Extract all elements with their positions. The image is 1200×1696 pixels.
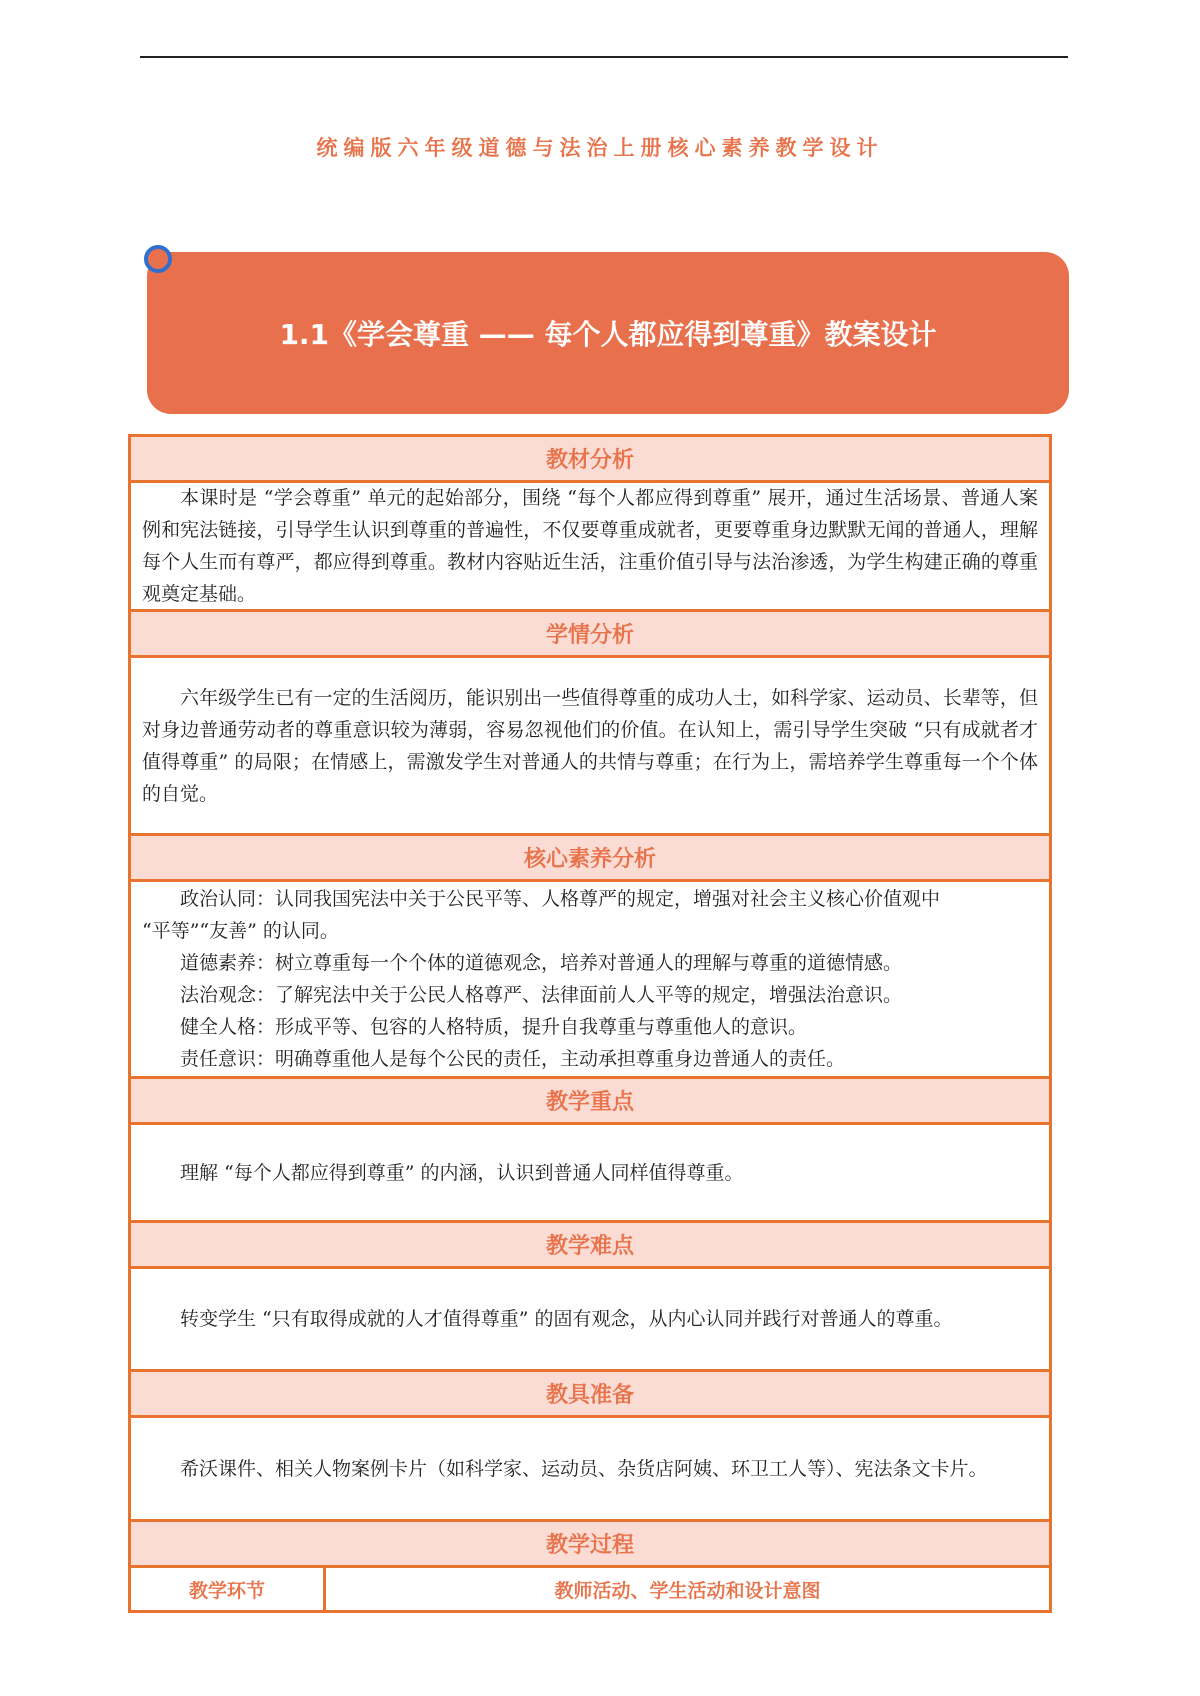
column-header-activity: 教师活动、学生活动和设计意图 xyxy=(554,1579,821,1602)
section-body-materials xyxy=(131,1418,1049,1522)
lesson-title-banner xyxy=(147,252,1069,414)
process-table-header xyxy=(131,1568,1049,1610)
paragraph: “平等”“友善” 的认同。 xyxy=(142,920,339,942)
lesson-title: 1.1《学会尊重 —— 每个人都应得到尊重》教案设计 xyxy=(279,318,937,351)
paragraph: 责任意识：明确尊重他人是每个公民的责任，主动承担尊重身边普通人的责任。 xyxy=(180,1048,846,1070)
paragraph: 理解 “每个人都应得到尊重” 的内涵，认识到普通人同样值得尊重。 xyxy=(180,1161,744,1184)
paragraph: 道德素养：树立尊重每一个个体的道德观念，培养对普通人的理解与尊重的道德情感。 xyxy=(180,952,903,974)
circle-bullet-icon xyxy=(144,245,172,273)
section-body-key-point xyxy=(131,1125,1049,1223)
section-heading-difficulty: 教学难点 xyxy=(131,1223,1049,1269)
column-header-stage: 教学环节 xyxy=(131,1568,326,1610)
section-body-literacy xyxy=(131,882,1049,1079)
document-header: 统编版六年级道德与法治上册核心素养教学设计 xyxy=(316,136,884,160)
paragraph: 希沃课件、相关人物案例卡片（如科学家、运动员、杂货店阿姨、环卫工人等）、宪法条文卡片。 xyxy=(180,1457,988,1480)
section-heading-materials: 教具准备 xyxy=(131,1372,1049,1418)
header-rule xyxy=(140,56,1068,58)
section-body-students xyxy=(131,658,1049,836)
paragraph: 政治认同：认同我国宪法中关于公民平等、人格尊严的规定，增强对社会主义核心价值观中 xyxy=(180,888,941,910)
paragraph: 健全人格：形成平等、包容的人格特质，提升自我尊重与尊重他人的意识。 xyxy=(180,1016,808,1038)
section-heading-students: 学情分析 xyxy=(131,612,1049,658)
paragraph: 转变学生 “只有取得成就的人才值得尊重” 的固有观念，从内心认同并践行对普通人的尊重。 xyxy=(180,1308,953,1330)
paragraph: 本课时是 “学会尊重” 单元的起始部分，围绕 “每个人都应得到尊重” 展开，通过生活场景、普通人案例和宪法链接，引导学生认识到尊重的普遍性，不仅要尊重成就者，更要尊重身边默默无闻的普通人，理解每个人生而有尊严，都应得到尊重。教材内容贴近生活，注重价值引导与法治渗透，为学生构建正确的尊重观奠定基础。 xyxy=(142,487,1038,605)
section-heading-textbook: 教材分析 xyxy=(131,437,1049,483)
section-heading-process: 教学过程 xyxy=(131,1522,1049,1568)
paragraph: 六年级学生已有一定的生活阅历，能识别出一些值得尊重的成功人士，如科学家、运动员、长辈等，但对身边普通劳动者的尊重意识较为薄弱，容易忽视他们的价值。在认知上，需引导学生突破 “只有成就者才值得尊重” 的局限；在情感上，需激发学生对普通人的共情与尊重；在行为上，需培养学生尊重每一个个体的自觉。 xyxy=(142,686,1038,805)
lesson-plan-table xyxy=(128,434,1052,1613)
paragraph: 法治观念：了解宪法中关于公民人格尊严、法律面前人人平等的规定，增强法治意识。 xyxy=(180,984,903,1006)
section-body-textbook xyxy=(131,483,1049,612)
section-heading-literacy: 核心素养分析 xyxy=(131,836,1049,882)
section-body-difficulty xyxy=(131,1269,1049,1372)
section-heading-key-point: 教学重点 xyxy=(131,1079,1049,1125)
